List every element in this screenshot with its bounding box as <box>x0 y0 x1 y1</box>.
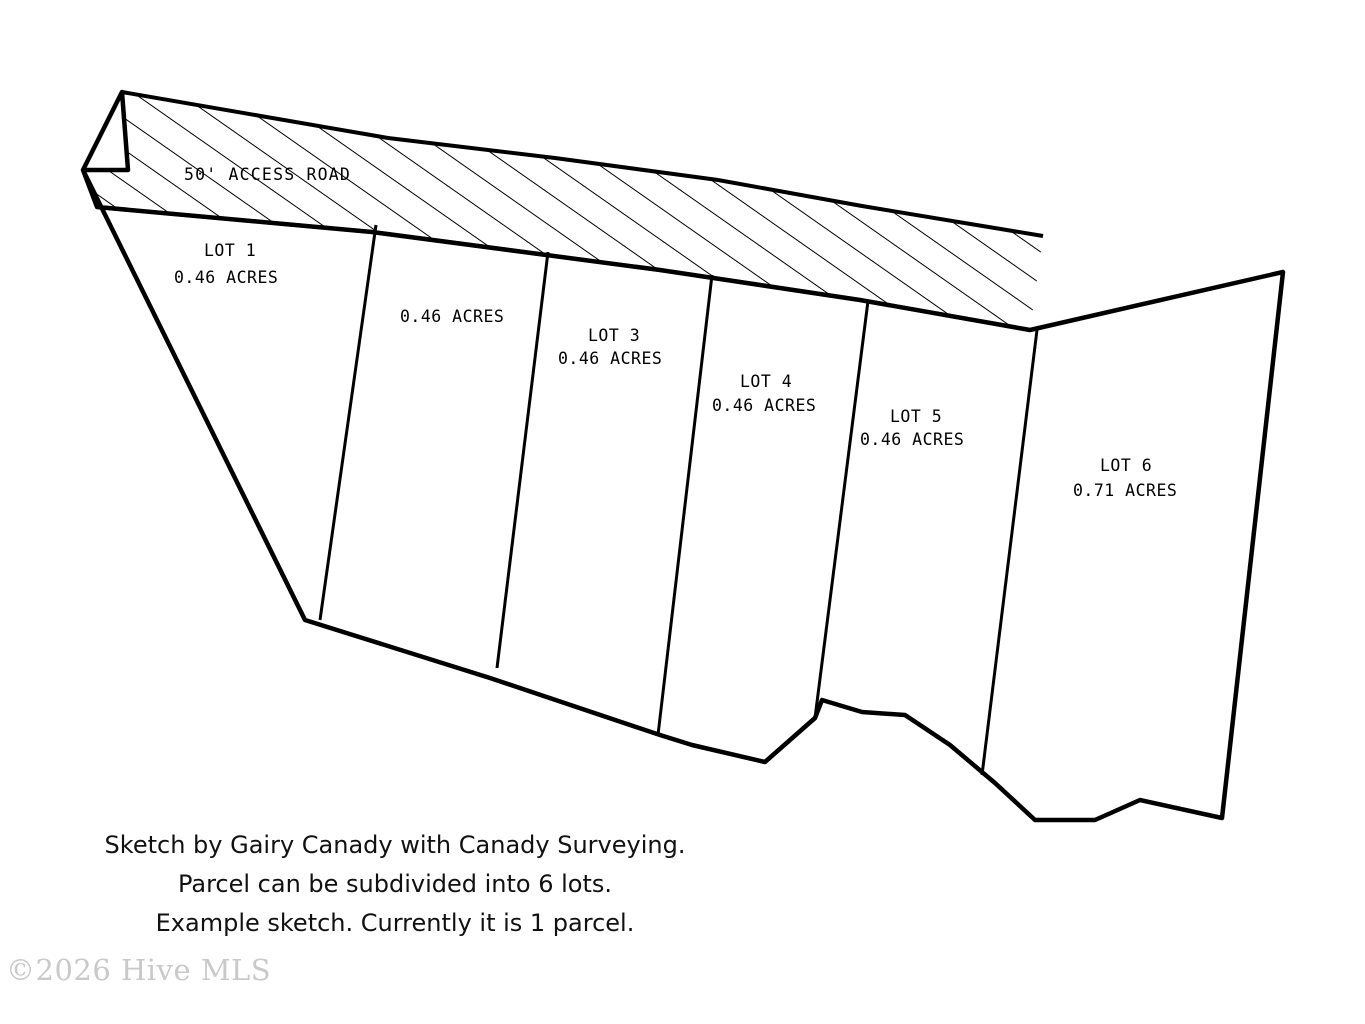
lot-1-area: 0.46 ACRES <box>174 268 279 287</box>
lot-line-3-4 <box>658 275 712 735</box>
watermark-label: ©2026 Hive MLS <box>6 953 272 987</box>
lot-4-area: 0.46 ACRES <box>712 396 817 415</box>
lot-5-area: 0.46 ACRES <box>860 430 965 449</box>
sketch-caption <box>0 826 790 943</box>
lot-line-4-5 <box>815 301 868 718</box>
caption-line-2: Parcel can be subdivided into 6 lots. <box>177 870 613 898</box>
access-road-label: 50' ACCESS ROAD <box>184 165 352 184</box>
lot-line-2-3 <box>497 252 548 668</box>
lot-1-name: LOT 1 <box>204 241 257 260</box>
caption-line-3: Example sketch. Currently it is 1 parcel. <box>155 909 635 937</box>
lot-6-area: 0.71 ACRES <box>1073 481 1178 500</box>
lot-line-1-2 <box>320 225 376 620</box>
lot-2-area: 0.46 ACRES <box>400 307 505 326</box>
lot-3-area: 0.46 ACRES <box>558 349 663 368</box>
caption-line-1: Sketch by Gairy Canady with Canady Surveying. <box>104 831 686 859</box>
lot-6-name: LOT 6 <box>1100 456 1153 475</box>
lot-5-name: LOT 5 <box>890 407 943 426</box>
lot-line-5-6 <box>982 330 1037 775</box>
lot-3-name: LOT 3 <box>588 326 641 345</box>
lot-4-name: LOT 4 <box>740 372 793 391</box>
